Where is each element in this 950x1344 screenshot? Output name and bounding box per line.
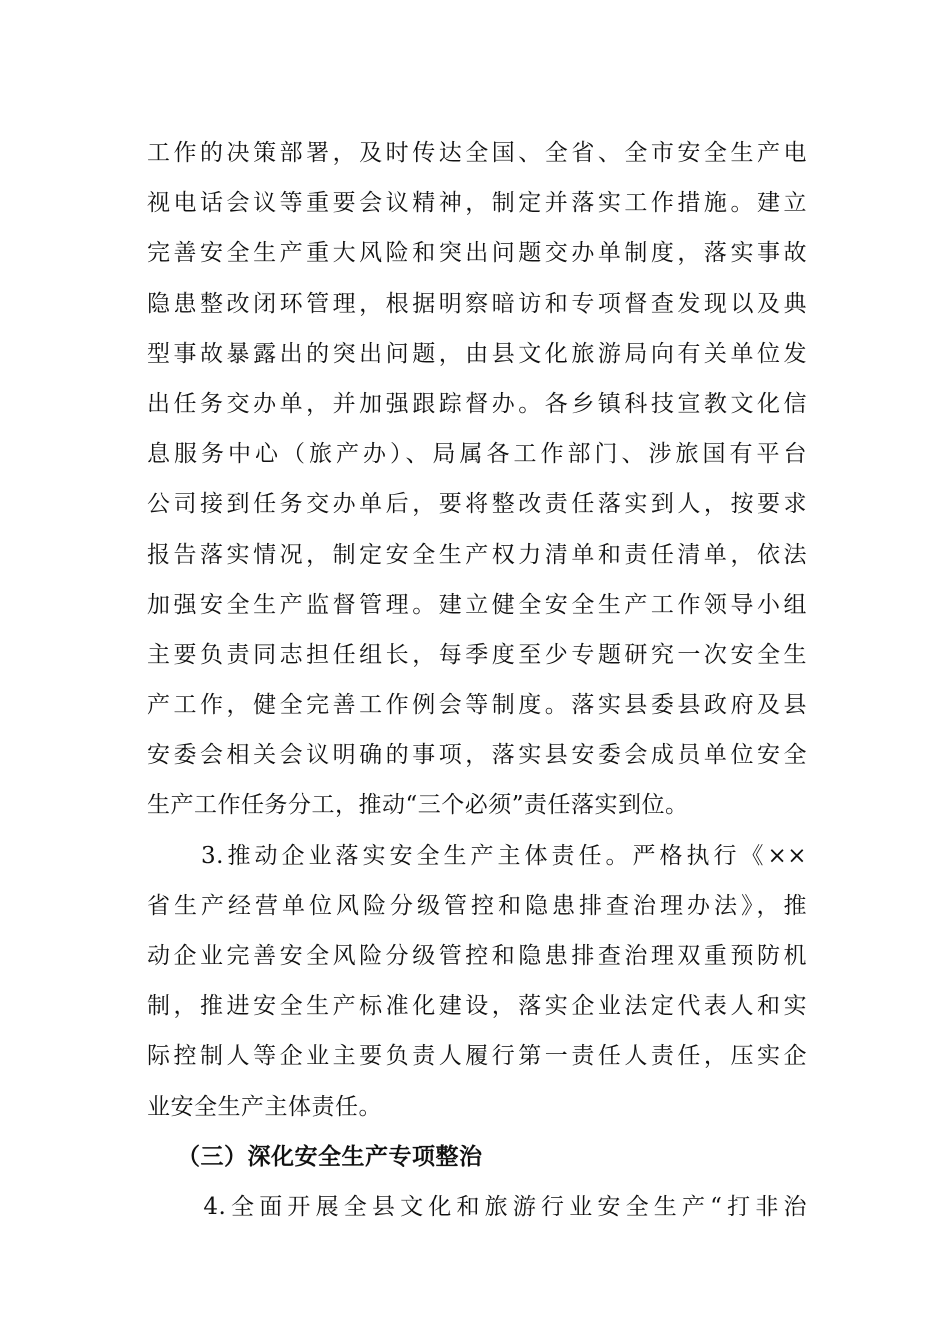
text-line: 安委会相关会议明确的事项，落实县安委会成员单位安全 [147,742,807,769]
text-line: 加强安全生产监督管理。建立健全安全生产工作领导小组 [147,591,807,618]
text-line: 动企业完善安全风险分级管控和隐患排查治理双重预防机 [147,943,807,969]
text-line: 工作的决策部署，及时传达全国、全省、全市安全生产电 [147,140,807,166]
text-line: 隐患整改闭环管理，根据明察暗访和专项督查发现以及典 [147,290,807,317]
text-line: 公司接到任务交办单后，要将整改责任落实到人，按要求 [147,491,807,518]
text-line: 4.全面开展全县文化和旅游行业安全生产“打非治 [147,1193,807,1220]
text-line: 报告落实情况，制定安全生产权力清单和责任清单，依法 [147,541,807,568]
text-line: 视电话会议等重要会议精神，制定并落实工作措施。建立 [147,190,807,217]
document-page [147,128,807,1232]
section-heading: （三）深化安全生产专项整治 [177,1143,483,1170]
text-line: 省生产经营单位风险分级管控和隐患排查治理办法》，推 [147,892,807,919]
text-line: 主要负责同志担任组长，每季度至少专题研究一次安全生 [147,641,807,668]
text-line: 出任务交办单，并加强跟踪督办。各乡镇科技宣教文化信 [147,390,807,417]
text-line: 完善安全生产重大风险和突出问题交办单制度，落实事故 [147,240,807,267]
paragraph-end-line: 业安全生产主体责任。 [147,1093,382,1120]
text-line: 型事故暴露出的突出问题，由县文化旅游局向有关单位发 [147,340,807,367]
text-line: 3.推动企业落实安全生产主体责任。严格执行《×× [147,842,807,869]
text-line: 制，推进安全生产标准化建设，落实企业法定代表人和实 [147,993,807,1020]
paragraph-end-line: 生产工作任务分工，推动“三个必须”责任落实到位。 [147,792,689,819]
text-line: 际控制人等企业主要负责人履行第一责任人责任，压实企 [147,1043,807,1070]
text-line: 产工作，健全完善工作例会等制度。落实县委县政府及县 [147,692,807,719]
text-line: 息服务中心（旅产办）、局属各工作部门、涉旅国有平台 [147,441,807,468]
